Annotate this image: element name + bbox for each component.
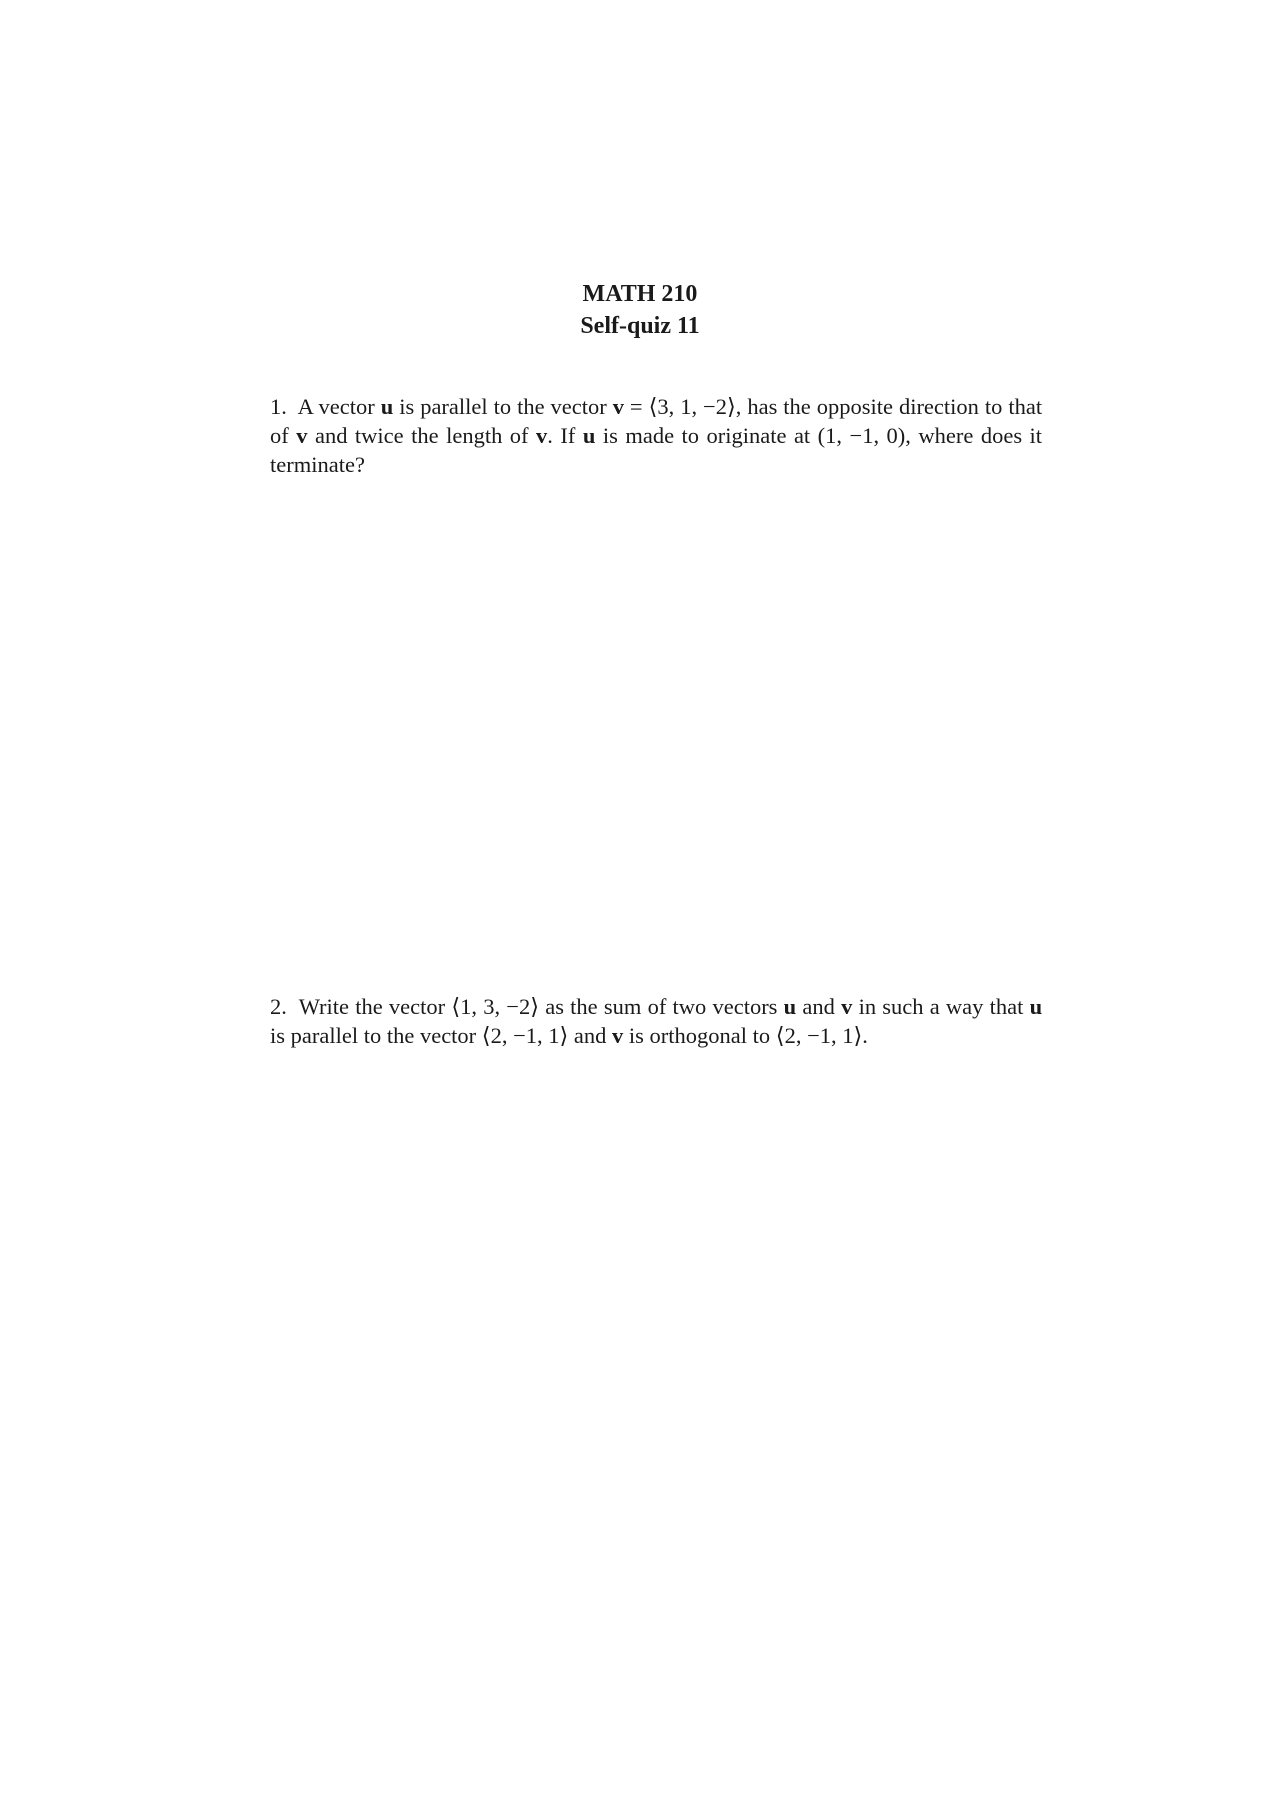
- vector-v: v: [612, 394, 624, 419]
- problem-2-number: 2.: [270, 994, 287, 1019]
- vector-u: u: [380, 394, 394, 419]
- problem-1: [270, 392, 1042, 479]
- vector-a-value-2: ⟨2, −1, 1⟩: [775, 1023, 863, 1048]
- document-header: [0, 278, 1280, 342]
- problem-1-number: 1.: [270, 394, 287, 419]
- origin-point: (1, −1, 0): [817, 423, 906, 448]
- problem-2-text: 2. Write the vector ⟨1, 3, −2⟩ as the sum of two vectors u and v in such a way that u is parallel to the vector ⟨2, −1, 1⟩ and v is orthogonal to ⟨2, −1, 1⟩.: [270, 994, 1043, 1048]
- vector-w-value: ⟨1, 3, −2⟩: [451, 994, 539, 1019]
- problem-1-text: 1. A vector u is parallel to the vector v = ⟨3, 1, −2⟩, has the opposite direction to that of v and twice the length of v. If u is made to originate at (1, −1, 0), where does it terminate?: [270, 394, 1043, 477]
- course-title: MATH 210: [582, 281, 698, 307]
- problem-2: [270, 992, 1042, 1050]
- vector-a-value: ⟨2, −1, 1⟩: [481, 1023, 569, 1048]
- quiz-title: Self-quiz 11: [580, 313, 700, 339]
- vector-v-value: ⟨3, 1, −2⟩: [648, 394, 736, 419]
